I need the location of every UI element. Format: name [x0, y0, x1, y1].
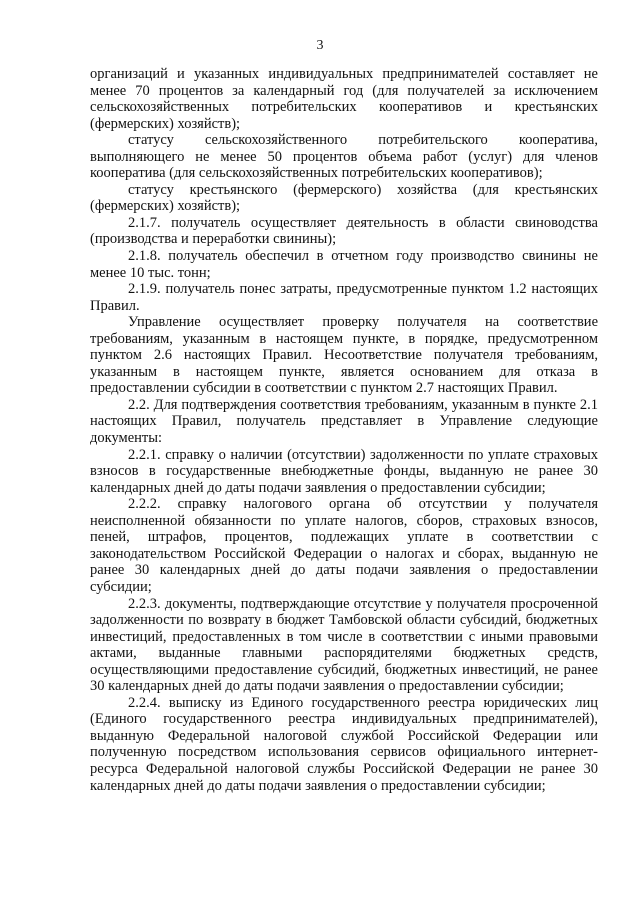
paragraph-continuation: организаций и указанных индивидуальных предпринимателей составляет не менее 70 процентов за календарный год (для получателей за исключением сельскохозяйственных потребительских кооперативов и крестьянских (фермерских) хозяйств);	[90, 66, 598, 132]
paragraph-2-2-1: 2.2.1. справку о наличии (отсутствии) задолженности по уплате страховых взносов в государственные внебюджетные фонды, выданную не ранее 30 календарных дней до даты подачи заявления о предоставлении субсидии;	[90, 446, 598, 496]
page-number: 3	[316, 38, 324, 53]
paragraph-2-1-7: 2.1.7. получатель осуществляет деятельность в области свиноводства (производства и переработки свинины);	[90, 214, 598, 248]
paragraph-cooperative-status: статусу сельскохозяйственного потребительского кооператива, выполняющего не менее 50 процентов объема работ (услуг) для членов кооператива (для сельскохозяйственных потребительских кооперативов);	[90, 132, 598, 182]
paragraph-2-2-2: 2.2.2. справку налогового органа об отсутствии у получателя неисполненной обязанности по уплате налогов, сборов, страховых взносов, пеней, штрафов, процентов, подлежащих уплате в соответствии с законодательством Российской Федерации о налогах и сборах, выданную не ранее 30 календарных дней до даты подачи заявления о предоставлении субсидии;	[90, 496, 598, 595]
paragraph-2-2-4: 2.2.4. выписку из Единого государственного реестра юридических лиц (Единого государственного реестра индивидуальных предпринимателей), выданную Федеральной налоговой службой Российской Федерации или полученную посредством использования сервисов официального интернет-ресурса Федеральной налоговой службы Российской Федерации не ранее 30 календарных дней до даты подачи заявления о предоставлении субсидии;	[90, 694, 598, 794]
paragraph-2-2-3: 2.2.3. документы, подтверждающие отсутствие у получателя просроченной задолженности по возврату в бюджет Тамбовской области субсидий, бюджетных инвестиций, предоставленных в том числе в соответствии с иными правовыми актами, выданные главными распорядителями бюджетных средств, осуществляющими предоставление субсидий, бюджетных инвестиций, не ранее 30 календарных дней до даты подачи заявления о предоставлении субсидии;	[90, 595, 598, 695]
paragraph-2-1-9: 2.1.9. получатель понес затраты, предусмотренные пунктом 1.2 настоящих Правил.	[90, 281, 598, 314]
paragraph-2-2: 2.2. Для подтверждения соответствия требованиям, указанным в пункте 2.1 настоящих Правил, получатель представляет в Управление следующие документы:	[90, 396, 598, 447]
paragraph-farm-status: статусу крестьянского (фермерского) хозяйства (для крестьянских (фермерских) хозяйств);	[90, 181, 598, 215]
document-body	[90, 66, 598, 794]
paragraph-verification: Управление осуществляет проверку получателя на соответствие требованиям, указанным в настоящем пункте, в порядке, предусмотренном пунктом 2.6 настоящих Правил. Несоответствие получателя требованиям, указанным в настоящем пункте, является основанием для отказа в предоставлении субсидии в соответствии с пунктом 2.7 настоящих Правил.	[90, 314, 598, 397]
paragraph-2-1-8: 2.1.8. получатель обеспечил в отчетном году производство свинины не менее 10 тыс. тонн;	[90, 248, 598, 281]
